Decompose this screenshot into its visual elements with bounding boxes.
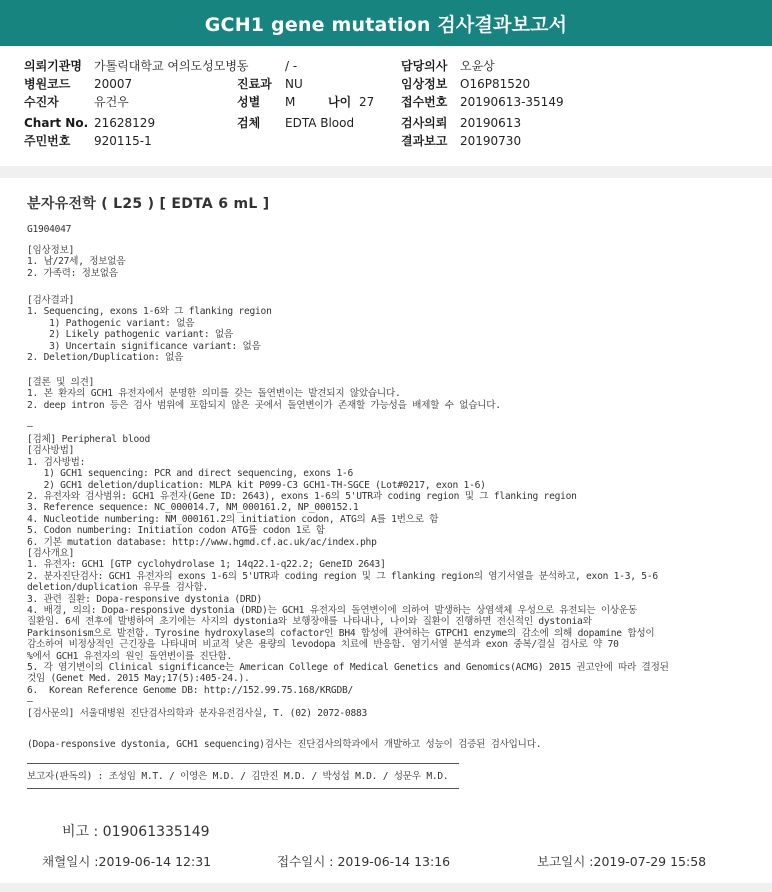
result-line: [검사결과] (27, 295, 75, 306)
label-resident-number: 주민번호 (24, 134, 71, 148)
method-line: 3. Reference sequence: NC_000014.7, NM_000161.2, NP_000152.1 (27, 502, 359, 514)
value-resident-number: 920115-1 (94, 134, 152, 148)
label-clinical-info: 임상정보 (401, 77, 448, 91)
overview-line: — (27, 696, 33, 708)
overview-line: 것임 (Genet Med. 2015 May;17(5):405-24.). (27, 673, 250, 685)
section-gap (0, 166, 772, 178)
section-title: 분자유전학 ( L25 ) [ EDTA 6 mL ] (27, 196, 270, 212)
method-line: 1. 검사방법: (27, 456, 86, 468)
method-line: 4. Nucleotide numbering: NM_000161.2의 initiation codon, ATG의 A를 1번으로 함 (27, 513, 439, 525)
value-chart-number: 21628129 (94, 116, 156, 130)
label-requesting-institution: 의뢰기관명 (24, 59, 82, 73)
conclusion-line: 1. 본 환자의 GCH1 유전자에서 분명한 의미를 갖는 돌연변이는 발견되지 않았습니다. (27, 388, 401, 400)
label-department: 진료과 (237, 77, 272, 91)
report-body (0, 178, 772, 883)
collected-datetime: 채혈일시 :2019-06-14 12:31 (42, 854, 212, 869)
overview-line: 6. Korean Reference Genome DB: http://152.99.75.168/KRGDB/ (27, 684, 354, 696)
value-attending-physician: 오윤상 (460, 59, 495, 73)
overview-line: 4. 배경, 의의: Dopa-responsive dystonia (DRD)는 GCH1 유전자의 돌연변이에 의하여 발생하는 상염색체 우성으로 유전되는 이상운동 (27, 605, 637, 616)
value-age: 27 (359, 95, 375, 109)
header-row (0, 114, 772, 132)
label-sex: 성별 (237, 95, 261, 109)
reporters-line: 보고자(판독의) : 조성임 M.T. / 이영은 M.D. / 김만진 M.D. / 박성섭 M.D. / 성문우 M.D. (27, 771, 449, 782)
method-line: 2) GCH1 deletion/duplication: MLPA kit P099-C3 GCH1-TH-SGCE (Lot#0217, exon 1-6) (27, 479, 486, 491)
overview-line: 질환임. 6세 전후에 발병하여 초기에는 사지의 dystonia와 보행장애를 나타내나, 나이와 질환이 진행하면 전신적인 dystonia와 (27, 616, 592, 628)
header-row (0, 132, 772, 150)
patient-info-header (0, 46, 772, 166)
result-line: 1) Pathogenic variant: 없음 (27, 317, 195, 329)
conclusion-line: [결론 및 의견] (27, 377, 95, 388)
value-clinical-info: O16P81520 (460, 77, 531, 91)
label-patient-name: 수진자 (24, 95, 59, 109)
label-age: 나이 (328, 95, 352, 109)
overview-line: 감소하여 비정상적인 근긴장을 나타내며 비교적 낮은 용량의 levodopa 치료에 반응함. 염기서열 분석과 exon 중복/결실 검사로 약 70 (27, 639, 619, 651)
value-specimen: EDTA Blood (285, 116, 355, 130)
method-line: — (27, 421, 33, 432)
overview-line: Parkinsonism으로 발전함. Tyrosine hydroxylase의 cofactor인 BH4 합성에 관여하는 GTPCH1 enzyme의 감소에 의해 dopamine 합성이 (27, 627, 655, 639)
value-sex: M (285, 95, 296, 109)
divider (27, 788, 459, 789)
report-title: GCH1 gene mutation 검사결과보고서 (204, 14, 568, 36)
value-ward: / - (285, 59, 298, 73)
value-requesting-institution: 가톨릭대학교 여의도성모병동 (94, 59, 249, 73)
clinical-info-line: [임상정보] (27, 245, 75, 256)
result-line: 1. Sequencing, exons 1-6와 그 flanking region (27, 306, 272, 318)
reported-datetime: 보고일시 :2019-07-29 15:58 (537, 854, 707, 869)
method-line: 2. 유전자와 검사범위: GCH1 유전자(Gene ID: 2643), exons 1-6의 5'UTR과 coding region 및 그 flanking region (27, 491, 577, 502)
method-line: 1) GCH1 sequencing: PCR and direct sequencing, exons 1-6 (27, 468, 354, 480)
overview-line: 2. 분자진단검사: GCH1 유전자의 exons 1-6의 5'UTR과 coding region 및 그 flanking region의 염기서열을 분석하고, exon 1-3, 5-6 (27, 570, 658, 582)
clinical-info-line: 1. 남/27세, 정보없음 (27, 256, 126, 268)
specimen-code: G1904047 (27, 224, 72, 235)
validation-statement: (Dopa-responsive dystonia, GCH1 sequencing)검사는 진단검사의학과에서 개발하고 성능이 검증된 검사입니다. (27, 739, 542, 750)
method-line: [검사방법] (27, 445, 75, 457)
value-result-reported: 20190730 (460, 134, 522, 148)
value-accession-number: 20190613-35149 (460, 95, 564, 109)
label-test-requested: 검사의뢰 (401, 116, 448, 130)
label-chart-number: Chart No. (24, 116, 89, 130)
label-result-reported: 결과보고 (401, 134, 448, 148)
label-accession-number: 접수번호 (401, 95, 448, 109)
overview-line: 1. 유전자: GCH1 [GTP cyclohydrolase 1; 14q22.1-q22.2; GeneID 2643] (27, 559, 386, 571)
result-line: 3) Uncertain significance variant: 없음 (27, 340, 261, 352)
bottom-strip (0, 883, 772, 892)
result-line: 2. Deletion/Duplication: 없음 (27, 352, 184, 363)
header-row (0, 93, 772, 111)
value-test-requested: 20190613 (460, 116, 522, 130)
divider (27, 763, 459, 764)
overview-line: [검사문의] 서울대병원 진단검사의학과 분자유전검사실, T. (02) 2072-0883 (27, 707, 368, 719)
overview-line: 3. 관련 질환: Dopa-responsive dystonia (DRD) (27, 593, 263, 605)
value-hospital-code: 20007 (94, 77, 133, 91)
report-title-bar (0, 0, 772, 46)
value-patient-name: 유건우 (94, 95, 129, 109)
value-department: NU (285, 77, 303, 91)
method-line: [검체] Peripheral blood (27, 434, 151, 445)
label-attending-physician: 담당의사 (401, 59, 448, 73)
received-datetime: 접수일시 : 2019-06-14 13:16 (277, 854, 451, 869)
overview-line: deletion/duplication 유무를 검사함. (27, 582, 209, 594)
overview-line: 5. 각 염기변이의 Clinical significance는 American College of Medical Genetics and Genomics(ACMG) 2015 권고안에 따라 결정된 (27, 662, 669, 673)
result-line: 2) Likely pathogenic variant: 없음 (27, 329, 233, 341)
overview-line: [검사개요] (27, 548, 75, 559)
label-hospital-code: 병원코드 (24, 77, 71, 91)
clinical-info-line: 2. 가족력: 정보없음 (27, 267, 118, 279)
header-row (0, 75, 772, 93)
method-line: 6. 기본 mutation database: http://www.hgmd.cf.ac.uk/ac/index.php (27, 536, 377, 548)
conclusion-line: 2. deep intron 등은 검사 범위에 포함되지 않은 곳에서 돌연변이가 존재할 가능성을 배제할 수 없습니다. (27, 399, 501, 411)
overview-line: %에서 GCH1 유전자의 원인 돌연변이를 진단함. (27, 650, 233, 662)
note-line: 비고 : 019061335149 (62, 824, 210, 840)
method-line: 5. Codon numbering: Initiation codon ATG를 codon 1로 함 (27, 525, 325, 537)
label-specimen: 검체 (237, 116, 261, 130)
header-row (0, 57, 772, 75)
